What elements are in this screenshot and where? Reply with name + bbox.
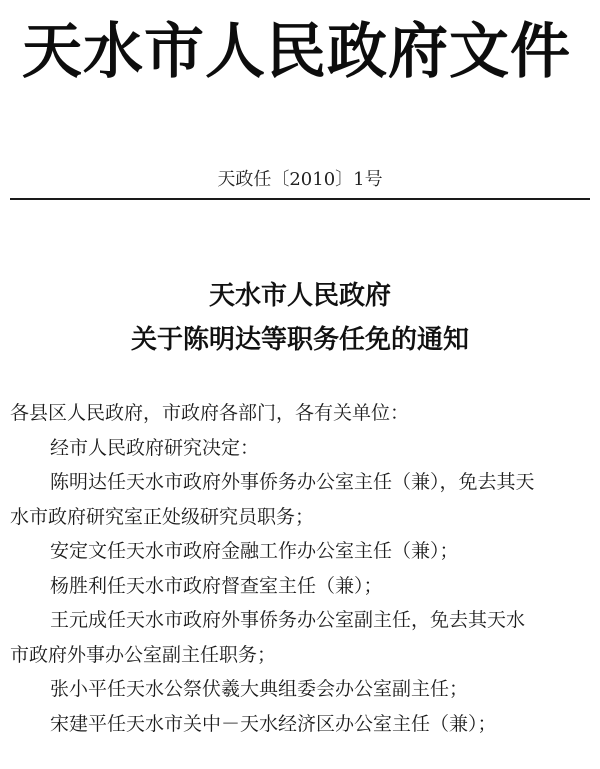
body-line-appointment: 杨胜利任天水市政府督查室主任（兼）； (50, 574, 383, 597)
notice-body (10, 396, 590, 741)
body-line-appointment-cont: 水市政府研究室正处级研究员职务； (10, 505, 315, 528)
issuer-header-title: 天水市人民政府文件 (22, 17, 571, 87)
document-number: 天政任〔2010〕1号 (217, 169, 383, 190)
salutation: 各县区人民政府，市政府各部门，各有关单位： (10, 402, 410, 424)
header-divider (10, 198, 590, 200)
body-line-appointment: 陈明达任天水市政府外事侨务办公室主任（兼），免去其天 (50, 471, 535, 493)
body-line-appointment-cont: 市政府外事办公室副主任职务； (10, 643, 277, 666)
notice-title-line-2: 关于陈明达等职务任免的通知 (130, 325, 469, 355)
body-line-appointment: 王元成任天水市政府外事侨务办公室副主任，免去其天水 (50, 609, 526, 631)
body-line-decision-intro: 经市人民政府研究决定： (50, 436, 260, 459)
notice-title-line-1: 天水市人民政府 (208, 281, 391, 311)
body-line-appointment: 张小平任天水公祭伏羲大典组委会办公室副主任； (50, 678, 469, 700)
body-line-appointment: 安定文任天水市政府金融工作办公室主任（兼）； (50, 540, 459, 562)
body-line-appointment: 宋建平任天水市关中－天水经济区办公室主任（兼）； (50, 712, 497, 735)
